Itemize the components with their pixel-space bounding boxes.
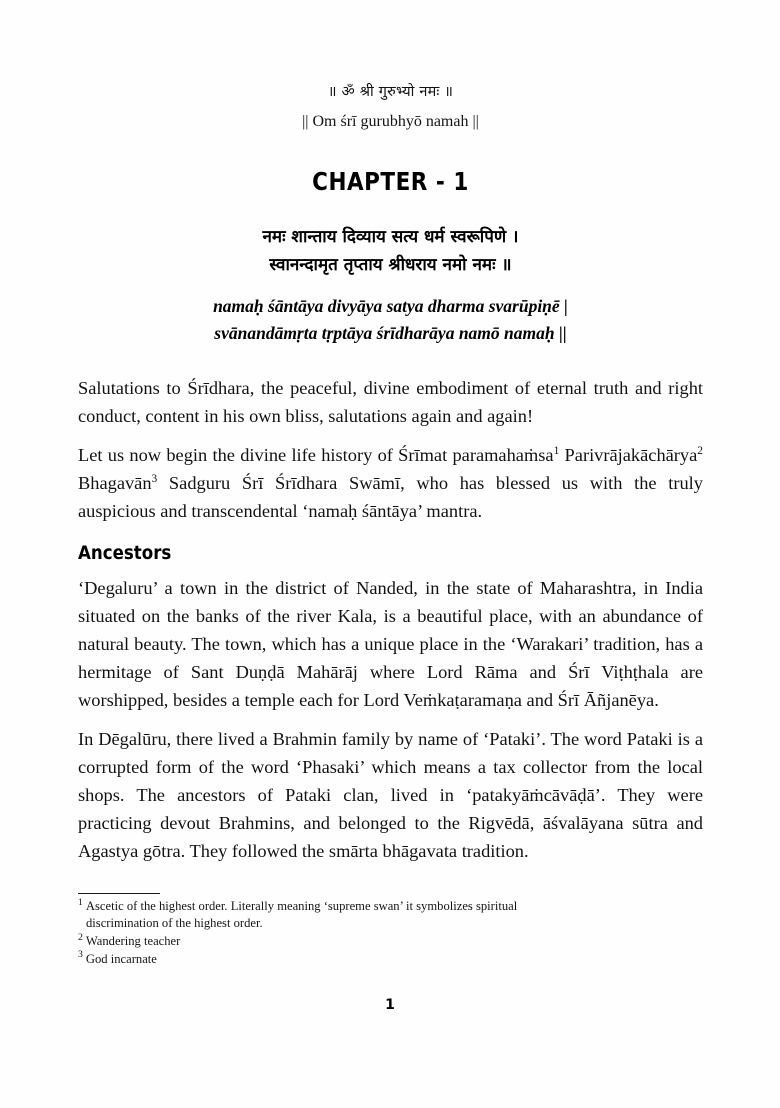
verse-transliteration [78,293,703,346]
paragraph-introduction-segment-2: Parivrājakāchārya [559,445,698,466]
paragraph-introduction-segment-1: Let us now begin the divine life history of Śrīmat paramahaṁsa [78,445,554,466]
footnote-1 [78,898,703,932]
paragraph-introduction [78,442,703,526]
paragraph-degaluru-town: ‘Degaluru’ a town in the district of Nanded, in the state of Maharashtra, in India situated on the banks of the river Kala, is a beautiful place, with an abundance of natural beauty. The town, which has a unique place in the ‘Warakari’ tradition, has a hermitage of Sant Duṇḍā Mahārāj where Lord Rāma and Śrī Viṭhṭhala are worshipped, besides a temple each for Lord Veṁkaṭaramaṇa and Śrī Āñjanēya. [78,578,703,710]
section-heading-ancestors: Ancestors [78,543,172,565]
footnote-1-text: Ascetic of the highest order. Literally meaning ‘supreme swan’ it symbolizes spiritual [85,899,518,913]
paragraph-pataki-family: In Dēgalūru, there lived a Brahmin family by name of ‘Pataki’. The word Pataki is a corrupted form of the word ‘Phasaki’ which means a tax collector from the local shops. The ancestors of Pataki clan, lived in ‘patakyāṁcāvāḍā’. They were practicing devout Brahmins, and belonged to the Rigvēdā, āśvalāyana sūtra and Agastya gōtra. They followed the smārta bhāgavata tradition. [78,728,703,861]
verse-block [78,224,703,346]
footnote-marker-1[interactable]: 1 [553,445,560,458]
footnote-2-marker: 2 [78,931,83,943]
footnote-3 [78,951,703,968]
invocation-devanagari: ॥ ॐ श्री गुरुभ्यो नमः ॥ [327,84,454,100]
chapter-heading: CHAPTER - 1 [312,167,469,197]
page-content [78,0,703,877]
footnote-separator-rule [78,893,160,894]
invocation-block [78,82,703,134]
paragraph-introduction-segment-4: Sadguru Śrī Śrīdhara Swāmī, who has blessed us with the truly auspicious and transcendental ‘namaḥ śāntāya’ mantra. [78,473,703,522]
verse-devanagari-line-2: स्वानन्दामृत तृप्ताय श्रीधराय नमो नमः ॥ [269,254,512,275]
footnote-marker-2[interactable]: 2 [697,445,703,458]
footnotes-block [78,893,703,969]
footnote-3-marker: 3 [78,949,83,961]
footnote-1-marker: 1 [78,896,83,908]
verse-devanagari-line-1: नमः शान्ताय दिव्याय सत्य धर्म स्वरूपिणे । [262,227,519,248]
paragraph-salutations: Salutations to Śrīdhara, the peaceful, divine embodiment of eternal truth and right conduct, content in his own bliss, salutations again and again! [78,378,703,427]
footnote-2 [78,933,703,950]
footnote-2-text: Wandering teacher [85,933,181,948]
verse-transliteration-line-1: namaḥ śāntāya divyāya satya dharma svarūpiṇē | [213,296,568,317]
paragraph-introduction-segment-3: Bhagavān [78,473,152,494]
footnote-marker-3[interactable]: 3 [151,473,158,486]
footnote-1-continuation: discrimination of the highest order. [86,915,263,930]
footnote-3-text: God incarnate [85,951,157,966]
page-number: 1 [385,997,395,1013]
verse-transliteration-line-2: svānandāmṛta tṛptāya śrīdharāya namō namaḥ || [214,322,567,343]
invocation-transliteration: || Om śrī gurubhyō namah || [302,113,479,131]
